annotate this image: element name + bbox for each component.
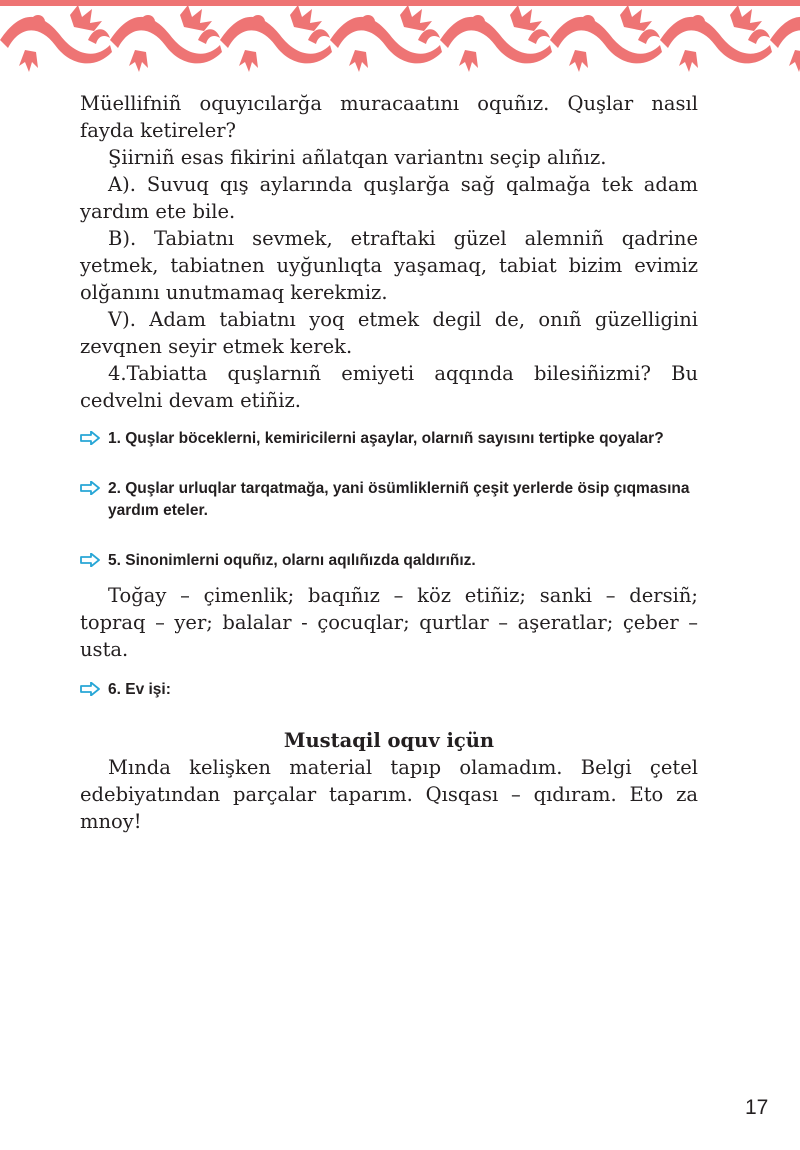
task-1-text: 1. Quşlar böceklerni, kemiricilerni aşaylar, olarnıñ sayısını tertipke qoyalar?	[108, 430, 664, 447]
arrow-right-icon	[80, 553, 100, 567]
arrow-right-icon	[80, 431, 100, 445]
intro-paragraph: Müellifniñ oquyıcılarğa muracaatını oquñız. Quşlar nasıl fayda ketireler?	[80, 92, 698, 142]
option-a: A). Suvuq qış aylarında quşlarğa sağ qalmağa tek adam yardım ete bile.	[80, 173, 698, 223]
section-text: Mında kelişken material tapıp olamadım. Belgi çetel edebiyatından parçalar taparım. Qısqası – qıdıram. Eto za mnoy!	[80, 756, 698, 833]
task-6-text: 6. Ev işi:	[108, 681, 171, 698]
task-4-paragraph: 4.Tabiatta quşlarnıñ emiyeti aqqında bilesiñizmi? Bu cedvelni devam etiñiz.	[80, 362, 698, 412]
option-b: B). Tabiatnı sevmek, etraftaki güzel alemniñ qadrine yetmek, tabiatnen uyğunlıqta yaşamaq, tabiat bizim evimiz olğanını unutmamaq kerekmiz.	[80, 227, 698, 304]
question-paragraph: Şiirniñ esas fikirini añlatqan variantnı seçip alıñız.	[108, 146, 607, 169]
task-5	[80, 550, 698, 572]
synonyms-paragraph: Toğay – çimenlik; baqıñız – köz etiñiz; sanki – dersiñ; topraq – yer; balalar - çocuqlar; qurtlar – aşeratlar; çeber – usta.	[80, 584, 698, 661]
task-1	[80, 428, 698, 450]
floral-ornament-icon	[0, 0, 800, 80]
page-number: 17	[745, 1096, 769, 1119]
arrow-right-icon	[80, 481, 100, 495]
arrow-right-icon	[80, 682, 100, 696]
page-content	[80, 90, 698, 835]
task-5-text: 5. Sinonimlerni oquñız, olarnı aqılıñızda qaldırıñız.	[108, 552, 476, 569]
task-2-text: 2. Quşlar urluqlar tarqatmağa, yani ösümliklerniñ çeşit yerlerde ösip çıqmasına yardım eteler.	[108, 480, 690, 519]
section-title: Mustaqil oquv içün	[283, 729, 495, 752]
option-v: V). Adam tabiatnı yoq etmek degil de, onıñ güzelligini zevqnen seyir etmek kerek.	[80, 308, 698, 358]
task-2	[80, 478, 698, 522]
task-6	[80, 679, 698, 701]
